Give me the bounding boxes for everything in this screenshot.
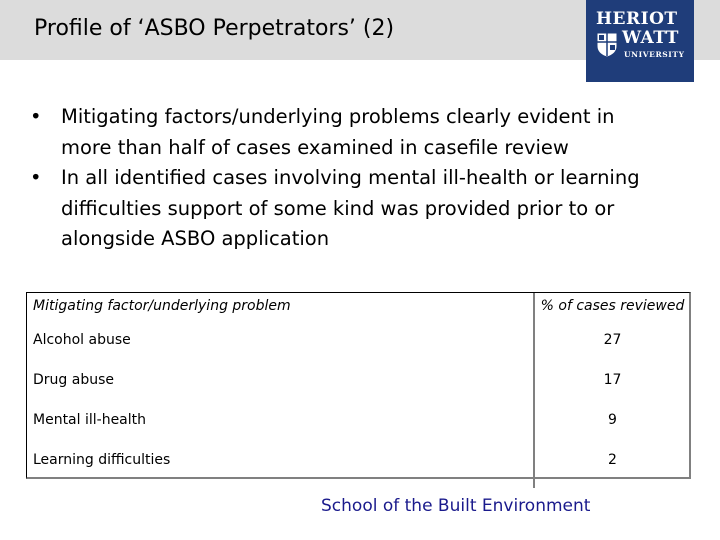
logo-text-line1: HERIOT [596, 9, 678, 29]
table-row [26, 368, 690, 408]
bullet-item [30, 163, 670, 255]
header-percent: % of cases reviewed [534, 292, 690, 328]
logo-text-line3: UNIVERSITY [624, 50, 685, 59]
header-factor: Mitigating factor/underlying problem [33, 298, 291, 314]
table-row [26, 328, 690, 368]
bullet-list [30, 102, 670, 255]
cell-percent: 27 [534, 328, 690, 368]
cell-factor: Mental ill-health [33, 412, 147, 428]
bullet-text: In all identified cases involving mental ill-health or learning difficulties support of some kind was provided prior to or alongside ASBO application [61, 166, 640, 250]
bullet-dot-icon: • [30, 105, 42, 128]
cell-percent: 9 [534, 408, 690, 448]
cell-percent: 2 [534, 448, 690, 488]
footer-school-name: School of the Built Environment [321, 496, 591, 516]
table-row [26, 448, 690, 488]
cell-factor: Learning difficulties [33, 452, 171, 468]
university-logo [586, 0, 694, 82]
bullet-dot-icon: • [30, 166, 42, 189]
cell-factor: Alcohol abuse [33, 332, 131, 348]
table-row [26, 408, 690, 448]
cell-factor: Drug abuse [33, 372, 114, 388]
bullet-text: Mitigating factors/underlying problems clearly evident in more than half of cases examined in casefile review [61, 105, 615, 159]
cases-table [26, 292, 690, 488]
logo-text-line2: WATT [622, 28, 679, 48]
bullet-item [30, 102, 670, 163]
slide-title: Profile of ‘ASBO Perpetrators’ (2) [34, 16, 395, 41]
cell-percent: 17 [534, 368, 690, 408]
table-header-row [26, 292, 690, 328]
crest-icon [596, 32, 618, 58]
cases-table-container [26, 292, 690, 478]
